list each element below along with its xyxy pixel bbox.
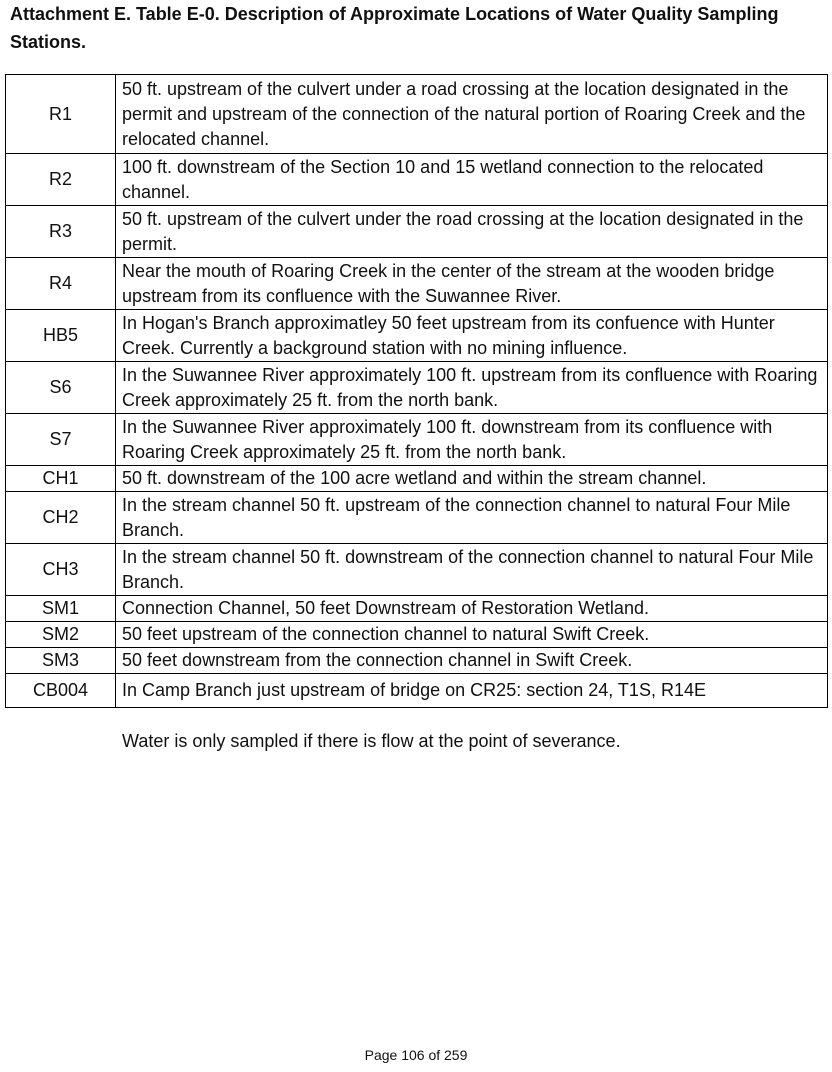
table-row: [6, 544, 828, 596]
station-code: S7: [6, 414, 116, 466]
station-description: 50 ft. upstream of the culvert under the road crossing at the location designated in the permit.: [116, 206, 828, 258]
station-description: 50 feet upstream of the connection channel to natural Swift Creek.: [116, 622, 828, 648]
station-code: R2: [6, 154, 116, 206]
station-code: CH1: [6, 466, 116, 492]
station-description: In Camp Branch just upstream of bridge on CR25: section 24, T1S, R14E: [116, 674, 828, 708]
station-description: Near the mouth of Roaring Creek in the center of the stream at the wooden bridge upstream from its confluence with the Suwannee River.: [116, 258, 828, 310]
table-row: [6, 258, 828, 310]
station-description: Connection Channel, 50 feet Downstream of Restoration Wetland.: [116, 596, 828, 622]
station-code: SM2: [6, 622, 116, 648]
station-description: In the stream channel 50 ft. upstream of the connection channel to natural Four Mile Branch.: [116, 492, 828, 544]
table-row: [6, 154, 828, 206]
sampling-note: Water is only sampled if there is flow at the point of severance.: [122, 731, 621, 751]
station-description: 100 ft. downstream of the Section 10 and 15 wetland connection to the relocated channel.: [116, 154, 828, 206]
table-row: [6, 206, 828, 258]
station-description: 50 feet downstream from the connection channel in Swift Creek.: [116, 648, 828, 674]
station-code: HB5: [6, 310, 116, 362]
page-number: Page 106 of 259: [364, 1047, 468, 1063]
station-description: 50 ft. downstream of the 100 acre wetland and within the stream channel.: [116, 466, 828, 492]
station-code: CH3: [6, 544, 116, 596]
station-code: SM3: [6, 648, 116, 674]
station-code: R4: [6, 258, 116, 310]
station-description: 50 ft. upstream of the culvert under a road crossing at the location designated in the permit and upstream of the connection of the natural portion of Roaring Creek and the relocated channel.: [116, 75, 828, 154]
table-row: [6, 362, 828, 414]
station-code: CB004: [6, 674, 116, 708]
station-description: In the stream channel 50 ft. downstream of the connection channel to natural Four Mile Branch.: [116, 544, 828, 596]
table-row: [6, 466, 828, 492]
station-code: CH2: [6, 492, 116, 544]
sampling-stations-table: [5, 74, 828, 708]
table-row: [6, 75, 828, 154]
table-row: [6, 622, 828, 648]
table-row: [6, 492, 828, 544]
table-row: [6, 310, 828, 362]
station-code: R3: [6, 206, 116, 258]
station-code: SM1: [6, 596, 116, 622]
station-code: S6: [6, 362, 116, 414]
table-row: [6, 674, 828, 708]
station-description: In the Suwannee River approximately 100 ft. upstream from its confluence with Roaring Creek approximately 25 ft. from the north bank.: [116, 362, 828, 414]
table-row: [6, 414, 828, 466]
station-code: R1: [6, 75, 116, 154]
station-description: In the Suwannee River approximately 100 ft. downstream from its confluence with Roaring Creek approximately 25 ft. from the north bank.: [116, 414, 828, 466]
station-description: In Hogan's Branch approximatley 50 feet upstream from its confuence with Hunter Creek. Currently a background station with no mining influence.: [116, 310, 828, 362]
table-row: [6, 648, 828, 674]
document-title: Attachment E. Table E-0. Description of Approximate Locations of Water Quality Sampling Stations.: [10, 4, 779, 52]
table-row: [6, 596, 828, 622]
